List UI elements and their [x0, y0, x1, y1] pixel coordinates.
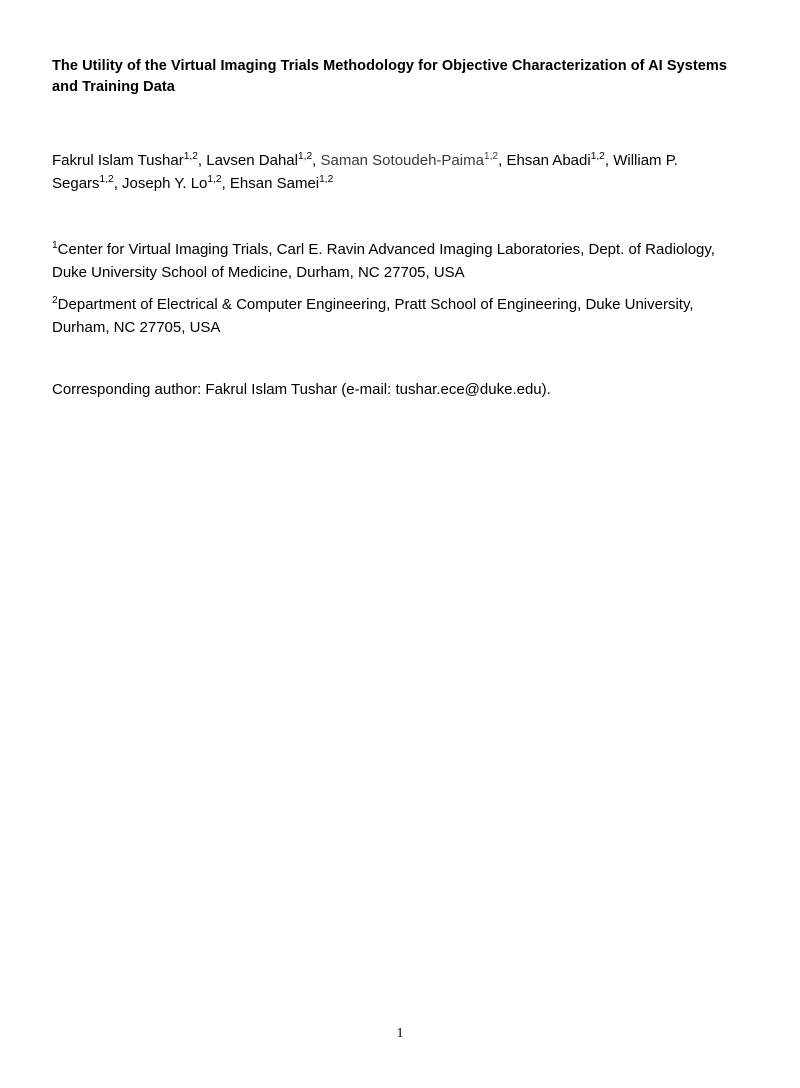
page-number: 1: [396, 1026, 404, 1041]
author-name: Saman Sotoudeh-Paima: [320, 152, 484, 170]
author-separator: ,: [604, 152, 614, 170]
affiliation-marker: 1: [52, 240, 58, 252]
author-list: [52, 150, 742, 195]
author-separator: ,: [113, 174, 123, 192]
author-affiliation-marker: 1,2: [297, 151, 313, 163]
corresponding-author: Corresponding author: Fakrul Islam Tushar (e-mail: tushar.ece@duke.edu).: [52, 381, 551, 399]
author-name: Fakrul Islam Tushar: [52, 152, 184, 170]
affiliation: [52, 239, 732, 284]
page-title: The Utility of the Virtual Imaging Trials Methodology for Objective Characterization of AI Systems and Training Data: [52, 58, 728, 96]
affiliation-list: [52, 239, 732, 339]
author-name: Lavsen Dahal: [206, 152, 298, 170]
author-affiliation-marker: 1,2: [590, 151, 605, 163]
author-affiliation-marker: 1,2: [319, 173, 334, 185]
author-name: Ehsan Samei: [229, 174, 320, 192]
author-name: Joseph Y. Lo: [122, 174, 208, 192]
affiliation-text: Department of Electrical & Computer Engineering, Pratt School of Engineering, Duke University, Durham, NC 27705, USA: [52, 296, 694, 336]
author-affiliation-marker: 1,2: [183, 151, 198, 163]
author-name: William P. Segars: [52, 152, 678, 192]
author-separator: ,: [197, 152, 207, 170]
affiliation-marker: 2: [52, 295, 58, 307]
affiliation-text: Center for Virtual Imaging Trials, Carl E. Ravin Advanced Imaging Laboratories, Dept. of Radiology, Duke University School of Medicine, Durham, NC 27705, USA: [52, 241, 715, 281]
author-affiliation-marker: 1,2: [207, 173, 222, 185]
author-separator: ,: [221, 174, 230, 192]
author-separator: ,: [312, 152, 321, 170]
affiliation: [52, 294, 732, 339]
author-name: Ehsan Abadi: [506, 152, 591, 170]
author-affiliation-marker: 1,2: [99, 173, 114, 185]
author-affiliation-marker: 1,2: [483, 151, 499, 163]
author-separator: ,: [498, 152, 507, 170]
